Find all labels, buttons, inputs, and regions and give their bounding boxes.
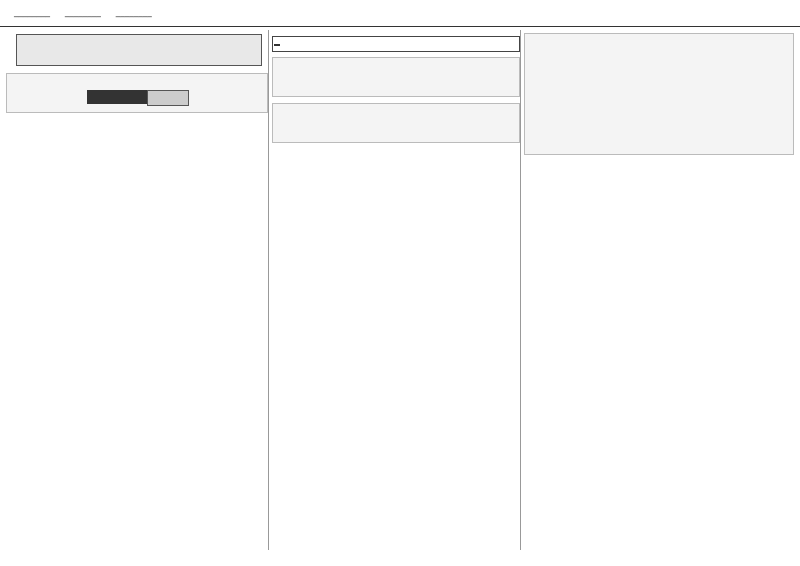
student-info: ________ ________ ________ <box>14 8 152 18</box>
column-2 <box>272 30 520 145</box>
column-1 <box>6 30 268 119</box>
column-3 <box>524 30 794 158</box>
top-bar <box>0 0 800 27</box>
figure-11-13 <box>272 57 520 97</box>
title-box <box>16 34 262 66</box>
theme-box <box>272 36 520 52</box>
theme-tag <box>274 44 280 46</box>
column-divider <box>520 30 521 550</box>
figure-15 <box>272 103 520 143</box>
column-divider <box>268 30 269 550</box>
figure-16 <box>524 33 794 155</box>
figure-3 <box>6 73 268 113</box>
